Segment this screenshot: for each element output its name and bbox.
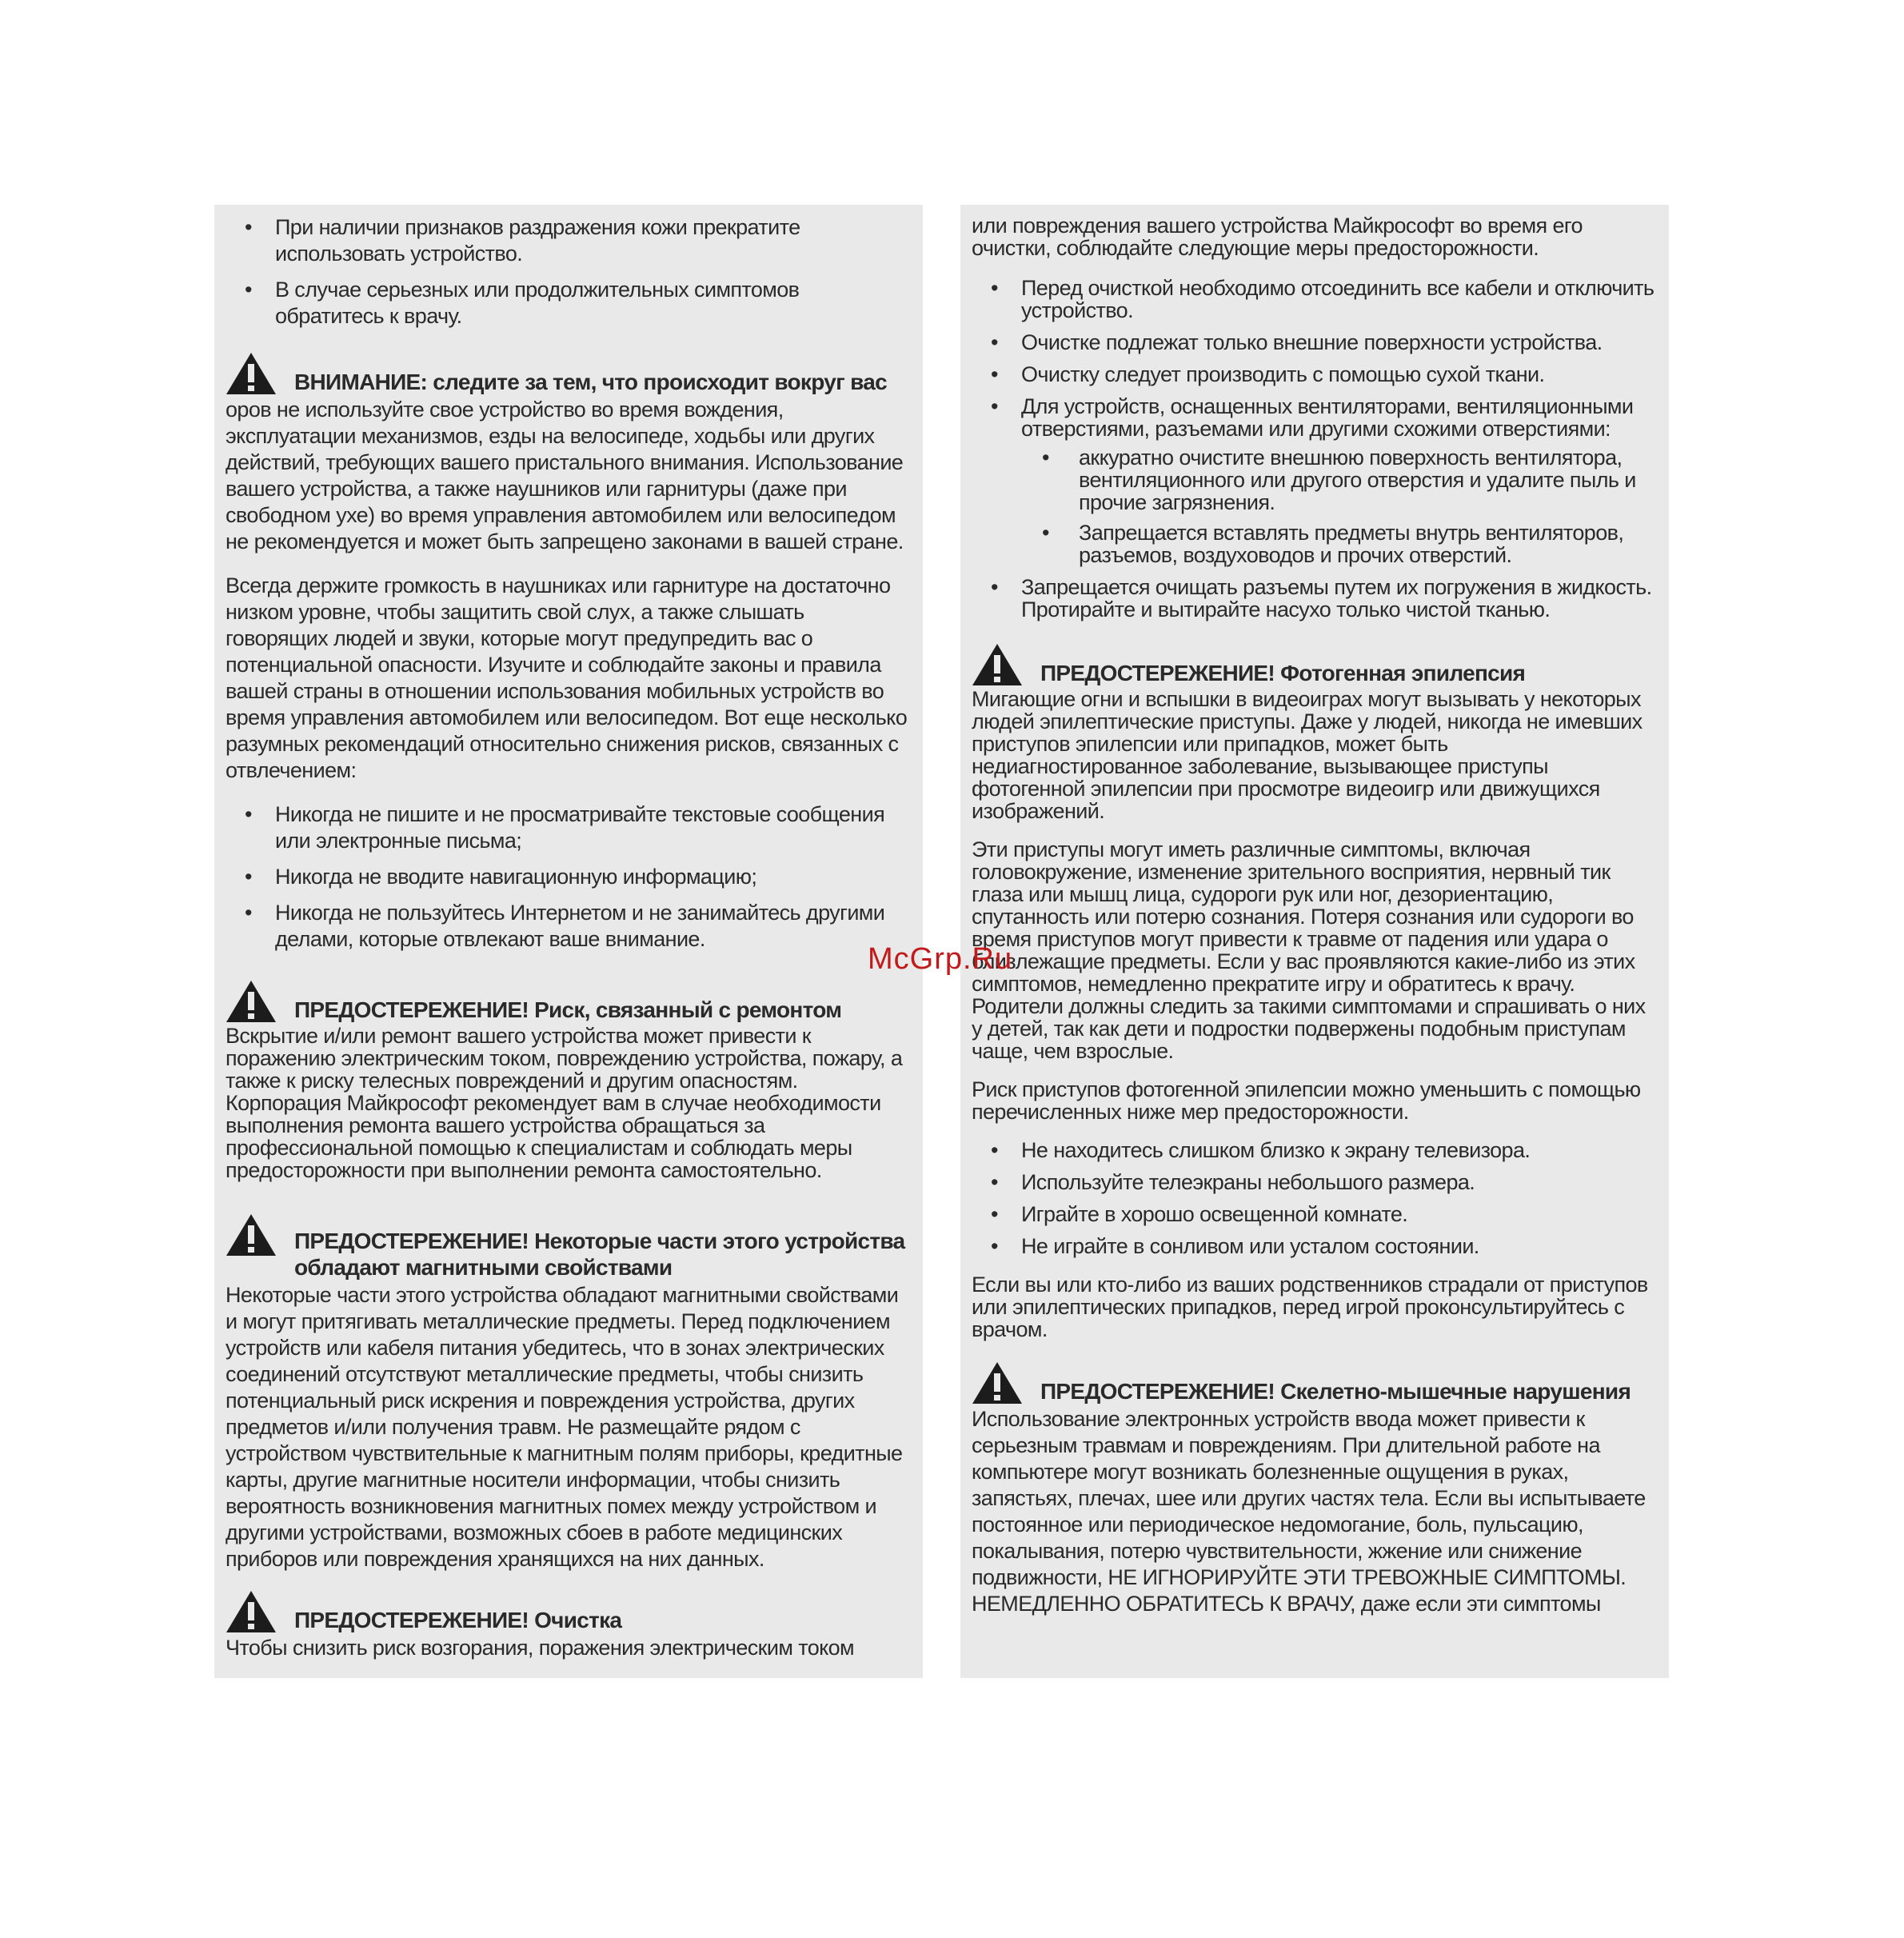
list-item: • Запрещается вставлять предметы внутрь вентиляторов, разъемов, воздуховодов и прочих отверстий.	[1042, 521, 1624, 567]
section-title: ПРЕДОСТЕРЕЖЕНИЕ! Фотогенная эпилепсия	[1040, 661, 1526, 685]
section-title: ПРЕДОСТЕРЕЖЕНИЕ! Скелетно-мышечные нарушения	[1040, 1379, 1631, 1404]
watermark: McGrp.Ru	[868, 942, 1013, 976]
paragraph: Если вы или кто-либо из ваших родственников страдали от приступов или эпилептических припадков, перед игрой проконсультируйтесь с врачом.	[972, 1273, 1648, 1341]
paragraph: Всегда держите громкость в наушниках или гарнитуре на достаточно низком уровне, чтобы защитить свой слух, а также слышать говорящих людей и звуки, которые могут предупредить вас о потенциальной опасности. Изучите и соблюдайте законы и правила вашей страны в отношении использования мобильных устройств во время управления автомобилем или велосипедом. Вот еще несколько разумных рекомендаций относительно снижения рисков, связанных с отвлечением:	[226, 573, 908, 782]
section-heading-cleaning	[226, 1590, 912, 1633]
bullet-icon: •	[245, 901, 252, 925]
warning-triangle-icon	[226, 1590, 277, 1633]
section-title: ПРЕДОСТЕРЕЖЕНИЕ! Очистка	[294, 1608, 622, 1632]
list-item: • Не играйте в сонливом или усталом состоянии.	[991, 1234, 1479, 1258]
cleaning-bullet-list	[972, 277, 1658, 621]
bullet-icon: •	[245, 802, 252, 826]
list-item: • Для устройств, оснащенных вентиляторами, вентиляционными отверстиями, разъемами или другими схожими отверстиями: • аккуратно очистите внешнюю поверхность вентилятора, вентиляционного или другого отверстия и удалите пыль и прочие загрязнения. • Запрещается вставлять предметы внутрь вентиляторов, разъемов, воздуховодов и прочих отверстий.	[972, 395, 1658, 566]
section-heading-attention	[226, 352, 912, 395]
paragraph: Чтобы снизить риск возгорания, поражения электрическим током	[226, 1636, 855, 1660]
warning-triangle-icon	[226, 980, 277, 1023]
epilepsy-bullet-list	[972, 1139, 1658, 1257]
warning-triangle-icon	[972, 1361, 1023, 1405]
paragraph: Риск приступов фотогенной эпилепсии можно уменьшить с помощью перечисленных ниже мер предосторожности.	[972, 1077, 1641, 1124]
list-item: • Никогда не пишите и не просматривайте текстовые сообщения или электронные письма;	[245, 802, 885, 853]
list-item: • Перед очисткой необходимо отсоединить все кабели и отключить устройство.	[991, 276, 1655, 322]
list-item: • Очистке подлежат только внешние поверхности устройства.	[991, 330, 1603, 354]
bullet-icon: •	[1042, 446, 1049, 470]
section-heading-magnetic	[226, 1213, 912, 1281]
distraction-bullet-list	[226, 801, 912, 953]
bullet-icon: •	[991, 394, 998, 418]
paragraph: оров не используйте свое устройство во время вождения, эксплуатации механизмов, езды на велосипеде, ходьбы или других действий, требующих вашего пристального внимания. Использование вашего устройства, а также наушников или гарнитуры (даже при свободном ухе) во время управления автомобилем или велосипедом не рекомендуется и может быть запрещено законами в вашей стране.	[226, 398, 904, 553]
list-item: • Никогда не пользуйтесь Интернетом и не занимайтесь другими делами, которые отвлекают ваше внимание.	[245, 901, 885, 951]
paragraph: Использование электронных устройств ввода может привести к серьезным травмам и повреждениям. При длительной работе на компьютере могут возникать болезненные ощущения в руках, запястьях, плечах, шее или других частях тела. Если вы испытываете постоянное или периодическое недомогание, боль, пульсацию, покалывания, потерю чувствительности, жжение или снижение подвижности, НЕ ИГНОРИРУЙТЕ ЭТИ ТРЕВОЖНЫЕ СИМПТОМЫ. НЕМЕДЛЕННО ОБРАТИТЕСЬ К ВРАЧУ, даже если эти симптомы	[972, 1407, 1646, 1616]
bullet-icon: •	[991, 1234, 998, 1258]
section-title: ПРЕДОСТЕРЕЖЕНИЕ! Риск, связанный с ремонтом	[294, 997, 842, 1022]
bullet-icon: •	[991, 330, 998, 354]
list-item: • Используйте телеэкраны небольшого размера.	[991, 1170, 1475, 1194]
bullet-icon: •	[245, 215, 252, 239]
warning-triangle-icon	[972, 643, 1023, 686]
bullet-icon: •	[991, 276, 998, 300]
bullet-icon: •	[991, 362, 998, 386]
list-item: • Запрещается очищать разъемы путем их погружения в жидкость. Протирайте и вытирайте насухо только чистой тканью.	[991, 575, 1652, 621]
section-heading-musculoskeletal	[972, 1361, 1658, 1405]
list-item: • аккуратно очистите внешнюю поверхность вентилятора, вентиляционного или другого отверстия и удалите пыль и прочие загрязнения.	[1042, 446, 1636, 514]
bullet-icon: •	[991, 1202, 998, 1226]
bullet-icon: •	[991, 1138, 998, 1162]
list-item: • При наличии признаков раздражения кожи прекратите использовать устройство.	[245, 215, 800, 266]
right-column	[960, 205, 1669, 1678]
list-item: • Очистку следует производить с помощью сухой ткани.	[991, 362, 1545, 386]
bullet-icon: •	[991, 575, 998, 599]
section-title: ВНИМАНИЕ: следите за тем, что происходит вокруг вас	[294, 370, 888, 394]
section-heading-epilepsy	[972, 643, 1658, 686]
paragraph: Вскрытие и/или ремонт вашего устройства может привести к поражению электрическим током, повреждению устройства, пожару, а также к риску телесных повреждений и другим опасностям. Корпорация Майкрософт рекомендует вам в случае необходимости выполнения ремонта вашего устройства обращаться за профессиональной помощью к специалистам и соблюдать меры предосторожности при выполнении ремонта самостоятельно.	[226, 1024, 903, 1182]
bullet-icon: •	[1042, 521, 1049, 545]
section-heading-repair	[226, 980, 912, 1023]
paragraph: Мигающие огни и вспышки в видеоиграх могут вызывать у некоторых людей эпилептические приступы. Даже у людей, никогда не имевших приступов эпилепсии или припадков, может быть недиагностированное заболевание, вызывающее приступы фотогенной эпилепсии при просмотре видеоигр или движущихся изображений.	[972, 687, 1643, 823]
paragraph: или повреждения вашего устройства Майкрософт во время его очистки, соблюдайте следующие меры предосторожности.	[972, 214, 1583, 260]
list-item: • Не находитесь слишком близко к экрану телевизора.	[991, 1138, 1531, 1162]
intro-bullet-list	[226, 214, 912, 330]
list-item: • Играйте в хорошо освещенной комнате.	[991, 1202, 1408, 1226]
bullet-icon: •	[245, 278, 252, 302]
cleaning-sub-list	[1021, 446, 1658, 566]
bullet-icon: •	[991, 1170, 998, 1194]
left-column	[214, 205, 923, 1678]
paragraph: Эти приступы могут иметь различные симптомы, включая головокружение, изменение зрительного восприятия, нервный тик глаза или мышц лица, судороги рук или ног, дезориентацию, спутанность или потерю сознания. Потеря сознания или судороги во время приступов могут привести к травме от падения или удара о близлежащие предметы. Если у вас проявляются какие-либо из этих симптомов, немедленно прекратите игру и обратитесь к врачу. Родители должны следить за такими симптомами и спрашивать о них у детей, так как дети и подростки подвержены подобным приступам чаще, чем взрослые.	[972, 837, 1646, 1063]
bullet-icon: •	[245, 865, 252, 889]
warning-triangle-icon	[226, 352, 277, 395]
list-item: • В случае серьезных или продолжительных симптомов обратитесь к врачу.	[245, 278, 800, 328]
paragraph: Некоторые части этого устройства обладают магнитными свойствами и могут притягивать металлические предметы. Перед подключением устройств или кабеля питания убедитесь, что в зонах электрических соединений отсутствуют металлические предметы, чтобы снизить потенциальный риск искрения и повреждения устройства, других предметов и/или получения травм. Не размещайте рядом с устройством чувствительные к магнитным полям приборы, кредитные карты, другие магнитные носители информации, чтобы снизить вероятность возникновения магнитных помех между устройством и другими устройствами, возможных сбоев в работе медицинских приборов или повреждения хранящихся на них данных.	[226, 1283, 903, 1571]
list-item: • Никогда не вводите навигационную информацию;	[245, 865, 757, 889]
section-title: ПРЕДОСТЕРЕЖЕНИЕ! Некоторые части этого устройства обладают магнитными свойствами	[294, 1229, 905, 1280]
